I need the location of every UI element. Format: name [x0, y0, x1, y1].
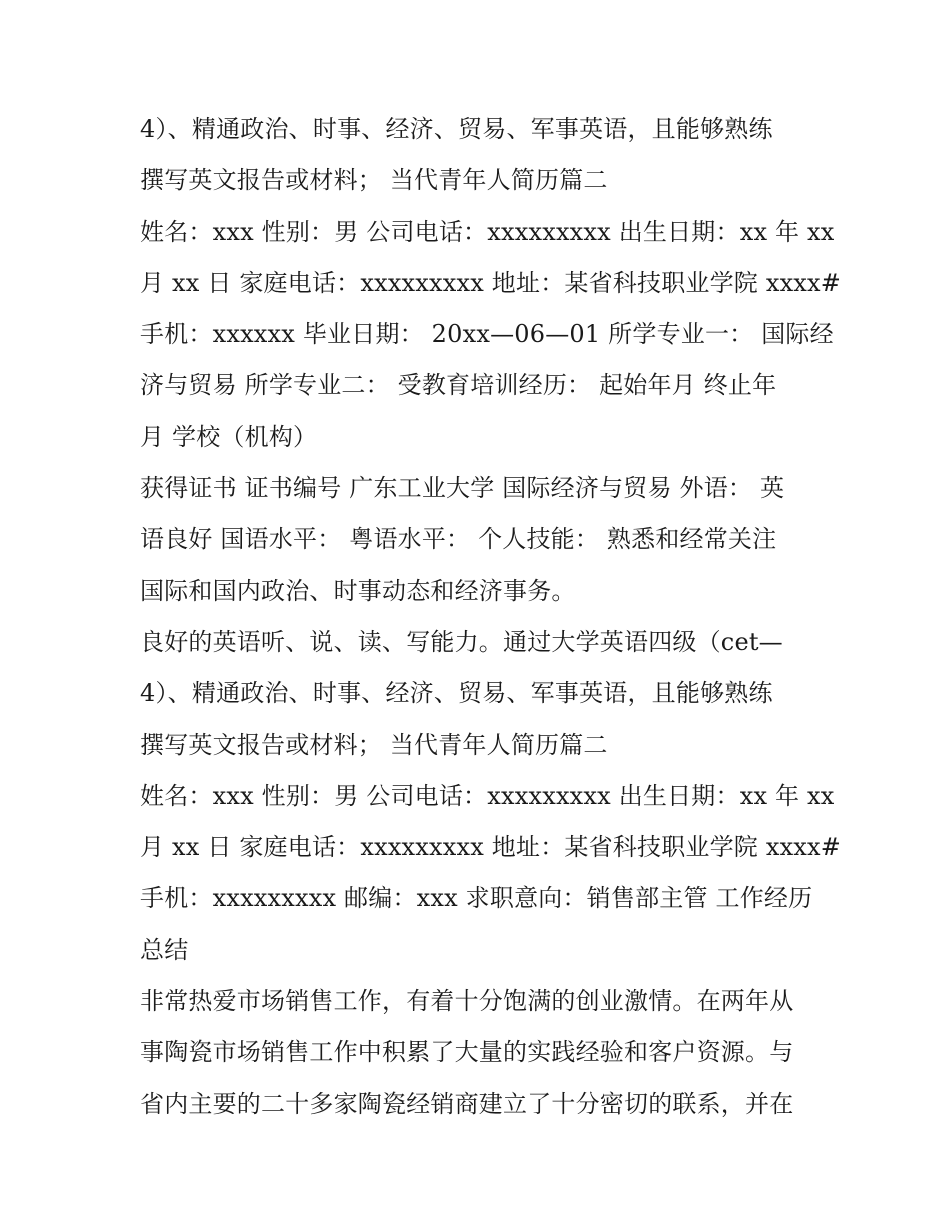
text-line: 获得证书 证书编号 广东工业大学 国际经济与贸易 外语： 英	[140, 474, 785, 503]
text-line: 手机：xxxxxxxxx 邮编：xxx 求职意向：销售部主管 工作经历	[140, 884, 813, 913]
text-line: 国际和国内政治、时事动态和经济事务。	[140, 576, 576, 605]
text-line: 非常热爱市场销售工作，有着十分饱满的创业激情。在两年从	[140, 987, 794, 1016]
text-line: 省内主要的二十多家陶瓷经销商建立了十分密切的联系，并在	[140, 1089, 794, 1118]
text-line: 月 学校（机构）	[140, 422, 318, 451]
text-line: 撰写英文报告或材料； 当代青年人简历篇二	[140, 166, 608, 195]
text-line: 撰写英文报告或材料； 当代青年人简历篇二	[140, 730, 608, 759]
text-line: 4）、精通政治、时事、经济、贸易、军事英语，且能够熟练	[140, 679, 773, 708]
text-line: 月 xx 日 家庭电话：xxxxxxxxx 地址：某省科技职业学院 xxxx#	[140, 833, 842, 862]
text-line: 事陶瓷市场销售工作中积累了大量的实践经验和客户资源。与	[140, 1038, 794, 1067]
text-line: 语良好 国语水平： 粤语水平： 个人技能： 熟悉和经常关注	[140, 525, 777, 554]
text-line: 济与贸易 所学专业二： 受教育培训经历： 起始年月 终止年	[140, 371, 777, 400]
document-body	[140, 104, 842, 1130]
text-line: 良好的英语听、说、读、写能力。通过大学英语四级（cet—	[140, 627, 783, 656]
text-line: 姓名：xxx 性别：男 公司电话：xxxxxxxxx 出生日期：xx 年 xx	[140, 217, 835, 246]
text-line: 手机：xxxxxx 毕业日期： 20xx—06—01 所学专业一： 国际经	[140, 320, 834, 349]
text-line: 月 xx 日 家庭电话：xxxxxxxxx 地址：某省科技职业学院 xxxx#	[140, 268, 842, 297]
text-line: 总结	[140, 935, 189, 964]
text-line: 4）、精通政治、时事、经济、贸易、军事英语，且能够熟练	[140, 115, 773, 143]
text-line: 姓名：xxx 性别：男 公司电话：xxxxxxxxx 出生日期：xx 年 xx	[140, 781, 835, 810]
